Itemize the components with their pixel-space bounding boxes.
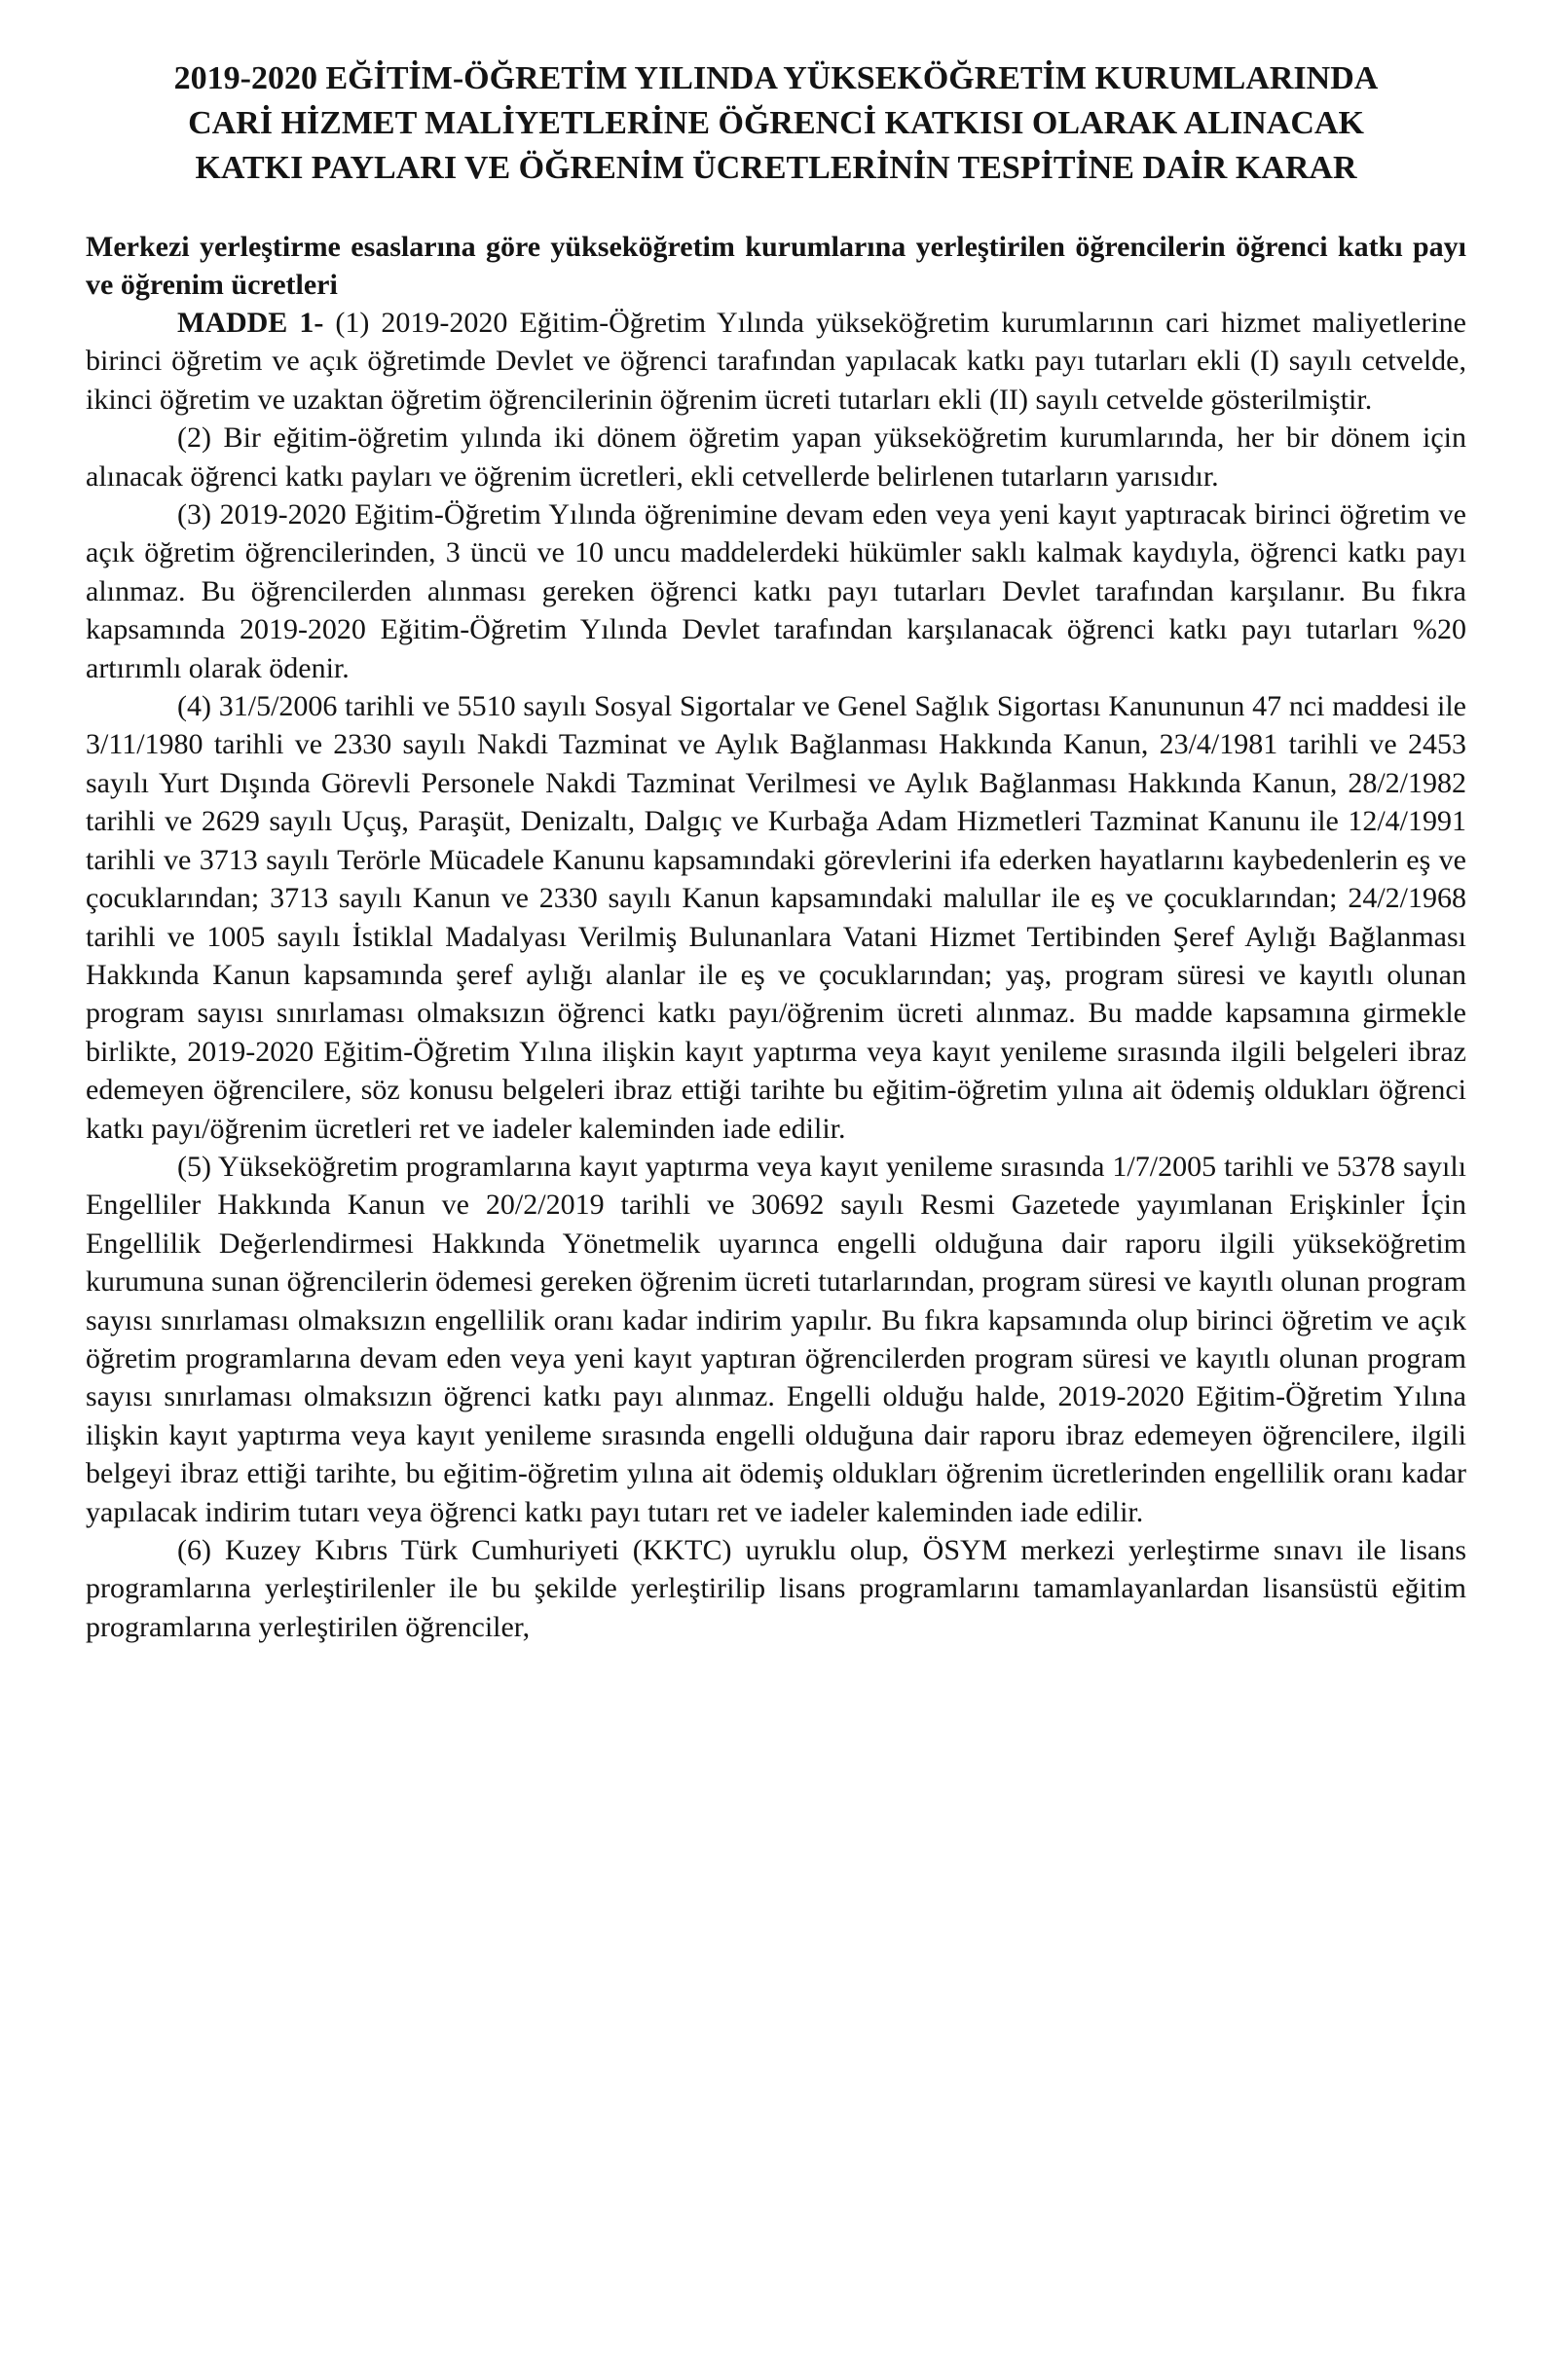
title-line-2: CARİ HİZMET MALİYETLERİNE ÖĞRENCİ KATKISI OLARAK ALINACAK xyxy=(188,105,1364,141)
madde-label: MADDE 1- xyxy=(177,307,324,339)
document-title xyxy=(86,56,1466,191)
section-heading: Merkezi yerleştirme esaslarına göre yükseköğretim kurumlarına yerleştirilen öğrencilerin öğrenci katkı payı ve öğrenim ücretleri xyxy=(86,231,1466,301)
document-page xyxy=(86,56,1466,1646)
paragraph-3: (3) 2019-2020 Eğitim-Öğretim Yılında öğrenimine devam eden veya yeni kayıt yaptıracak birinci öğretim ve açık öğretim öğrencilerinden, 3 üncü ve 10 uncu maddelerdeki hükümler saklı kalmak kaydıyla, öğrenci katkı payı alınmaz. Bu öğrencilerden alınması gereken öğrenci katkı payı tutarları Devlet tarafından karşılanır. Bu fıkra kapsamında 2019-2020 Eğitim-Öğretim Yılında Devlet tarafından karşılanacak öğrenci katkı payı tutarları %20 artırımlı olarak ödenir. xyxy=(86,498,1466,684)
paragraph-2: (2) Bir eğitim-öğretim yılında iki dönem öğretim yapan yükseköğretim kurumlarında, her bir dönem için alınacak öğrenci katkı payları ve öğrenim ücretleri, ekli cetvellerde belirlenen tutarların yarısıdır. xyxy=(86,421,1466,493)
paragraph-5: (5) Yükseköğretim programlarına kayıt yaptırma veya kayıt yenileme sırasında 1/7/2005 tarihli ve 5378 sayılı Engelliler Hakkında Kanun ve 20/2/2019 tarihli ve 30692 sayılı Resmi Gazetede yayımlanan Erişkinler İçin Engellilik Değerlendirmesi Hakkında Yönetmelik uyarınca engelli olduğuna dair raporu ilgili yükseköğretim kurumuna sunan öğrencilerin ödemesi gereken öğrenim ücreti tutarlarından, program süresi ve kayıtlı olunan program sayısı sınırlaması olmaksızın engellilik oranı kadar indirim yapılır. Bu fıkra kapsamında olup birinci öğretim ve açık öğretim programlarına devam eden veya yeni kayıt yaptıran öğrencilerden program süresi ve kayıtlı olunan program sayısı sınırlaması olmaksızın öğrenci katkı payı alınmaz. Engelli olduğu halde, 2019-2020 Eğitim-Öğretim Yılına ilişkin kayıt yaptırma veya kayıt yenileme sırasında engelli olduğuna dair raporu ibraz edemeyen öğrencilere, ilgili belgeyi ibraz ettiği tarihte, bu eğitim-öğretim yılına ait ödemiş oldukları öğrenim ücretlerinden engellilik oranı kadar yapılacak indirim tutarı veya öğrenci katkı payı tutarı ret ve iadeler kaleminden iade edilir. xyxy=(86,1150,1466,1528)
paragraph-6: (6) Kuzey Kıbrıs Türk Cumhuriyeti (KKTC) uyruklu olup, ÖSYM merkezi yerleştirme sınavı ile lisans programlarına yerleştirilenler ile bu şekilde yerleştirilip lisans programlarını tamamlayanlardan lisansüstü eğitim programlarına yerleştirilen öğrenciler, xyxy=(86,1534,1466,1643)
paragraph-madde-1-1 xyxy=(86,304,1466,419)
paragraph-text: (1) 2019-2020 Eğitim-Öğretim Yılında yükseköğretim kurumlarının cari hizmet maliyetlerine birinci öğretim ve açık öğretimde Devlet ve öğrenci tarafından yapılacak katkı payı tutarları ekli (I) sayılı cetvelde, ikinci öğretim ve uzaktan öğretim öğrencilerinin öğrenim ücreti tutarları ekli (II) sayılı cetvelde gösterilmiştir. xyxy=(86,307,1467,416)
paragraph-4: (4) 31/5/2006 tarihli ve 5510 sayılı Sosyal Sigortalar ve Genel Sağlık Sigortası Kanununun 47 nci maddesi ile 3/11/1980 tarihli ve 2330 sayılı Nakdi Tazminat ve Aylık Bağlanması Hakkında Kanun, 23/4/1981 tarihli ve 2453 sayılı Yurt Dışında Görevli Personele Nakdi Tazminat Verilmesi ve Aylık Bağlanması Hakkında Kanun, 28/2/1982 tarihli ve 2629 sayılı Uçuş, Paraşüt, Denizaltı, Dalgıç ve Kurbağa Adam Hizmetleri Tazminat Kanunu ile 12/4/1991 tarihli ve 3713 sayılı Terörle Mücadele Kanunu kapsamındaki görevlerini ifa ederken hayatlarını kaybedenlerin eş ve çocuklarından; 3713 sayılı Kanun ve 2330 sayılı Kanun kapsamındaki malullar ile eş ve çocuklarından; 24/2/1968 tarihli ve 1005 sayılı İstiklal Madalyası Verilmiş Bulunanlara Vatani Hizmet Tertibinden Şeref Aylığı Bağlanması Hakkında Kanun kapsamında şeref aylığı alanlar ile eş ve çocuklarından; yaş, program süresi ve kayıtlı olunan program sayısı sınırlaması olmaksızın öğrenci katkı payı/öğrenim ücreti alınmaz. Bu madde kapsamına girmekle birlikte, 2019-2020 Eğitim-Öğretim Yılına ilişkin kayıt yaptırma veya kayıt yenileme sırasında ilgili belgeleri ibraz edemeyen öğrencilere, söz konusu belgeleri ibraz ettiği tarihte bu eğitim-öğretim yılına ait ödemiş oldukları öğrenci katkı payı/öğrenim ücretleri ret ve iadeler kaleminden iade edilir. xyxy=(86,690,1466,1145)
title-line-3: KATKI PAYLARI VE ÖĞRENİM ÜCRETLERİNİN TESPİTİNE DAİR KARAR xyxy=(195,150,1357,186)
title-line-1: 2019-2020 EĞİTİM-ÖĞRETİM YILINDA YÜKSEKÖĞRETİM KURUMLARINDA xyxy=(173,60,1379,96)
